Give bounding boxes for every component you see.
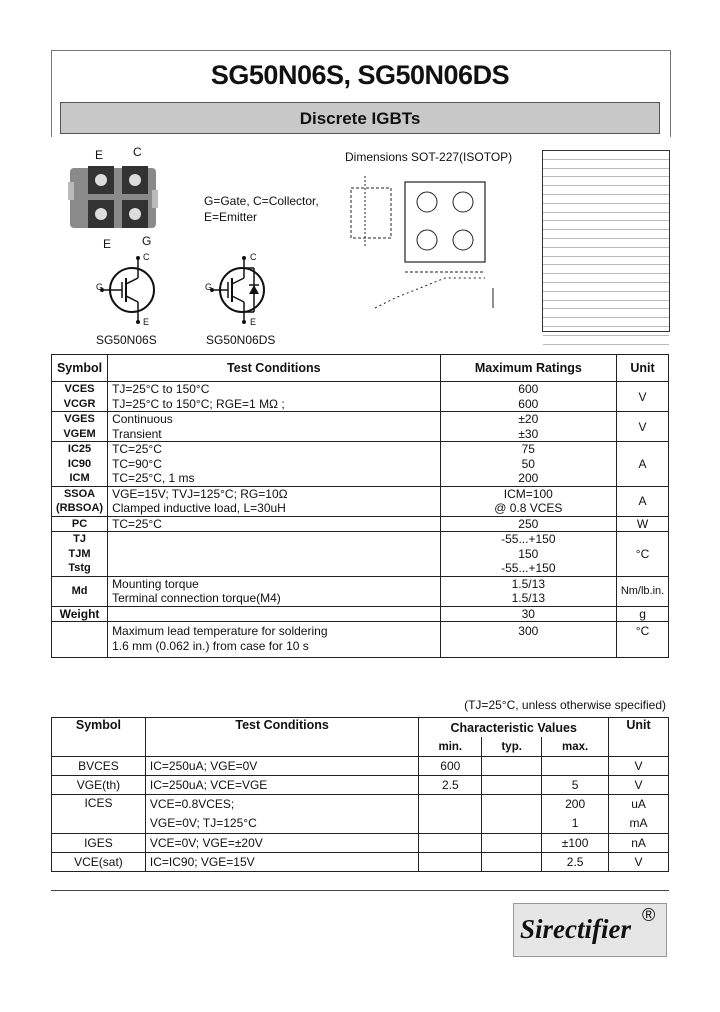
symbol: VGES [64, 413, 95, 425]
pin-label-g-bottom: G [142, 234, 152, 248]
table-row [52, 776, 669, 795]
min-value [419, 853, 482, 872]
unit: A [617, 442, 669, 487]
rating: -55...+150 [501, 532, 556, 546]
col-symbol: Symbol [52, 718, 146, 757]
rating: 600 [518, 396, 539, 411]
condition: IC=IC90; VGE=15V [145, 853, 418, 872]
table-row [52, 757, 669, 776]
rating: 200 [518, 471, 539, 485]
col-values: Characteristic Values [419, 718, 609, 738]
symbol: (RBSOA) [56, 502, 104, 514]
condition: Clamped inductive load, L=30uH [112, 501, 286, 515]
symbol: Weight [52, 606, 108, 622]
package-image [68, 162, 160, 234]
unit: V [617, 412, 669, 442]
section-banner: Discrete IGBTs [60, 102, 660, 134]
condition: VCE=0.8VCES; [149, 797, 235, 811]
max-value: 200 [565, 797, 586, 811]
pin-label-e-bottom: E [103, 237, 112, 251]
symbol: IC25 [67, 443, 92, 455]
typ-value [482, 853, 542, 872]
col-unit: Unit [609, 718, 669, 757]
symbol: VCE(sat) [52, 853, 146, 872]
condition: TJ=25°C to 150°C; RGE=1 MΩ ; [112, 396, 285, 411]
max-value: 2.5 [542, 853, 609, 872]
symbol: IC90 [67, 457, 92, 470]
max-value: ±100 [542, 834, 609, 853]
symbol: Tstg [68, 562, 91, 574]
symbol: VCGR [63, 397, 96, 410]
condition: Continuous [112, 412, 173, 426]
max-value: 1 [571, 816, 579, 830]
condition: TC=25°C, 1 ms [112, 471, 195, 485]
condition: IC=250uA; VGE=0V [145, 757, 418, 776]
typ-value [482, 834, 542, 853]
dimensions-label: Dimensions SOT-227(ISOTOP) [345, 150, 513, 164]
footer-divider [51, 890, 669, 891]
rating: ±30 [518, 426, 539, 441]
igbt-symbol-ds [208, 252, 278, 328]
symbol: VCES [64, 383, 95, 395]
symbol: SSOA [63, 487, 96, 500]
condition: 1.6 mm (0.062 in.) from case for 10 s [112, 638, 309, 653]
rating: 600 [518, 382, 539, 396]
unit: g [617, 606, 669, 622]
rating: ICM=100 [503, 486, 553, 501]
min-value [419, 795, 482, 834]
table-row [52, 382, 669, 412]
pin-label-c-top: C [133, 145, 142, 159]
table-row [52, 532, 669, 577]
max-value [542, 757, 609, 776]
table-row [52, 576, 669, 606]
typ-value [482, 757, 542, 776]
min-value [419, 834, 482, 853]
condition: Mounting torque [112, 576, 199, 591]
condition: TC=25°C [112, 442, 162, 456]
logo-text: Sirectifier [520, 914, 631, 944]
table-row [52, 442, 669, 487]
condition: TJ=25°C to 150°C [112, 382, 210, 396]
unit: V [617, 382, 669, 412]
rating: 250 [440, 516, 617, 532]
rating: 300 [440, 622, 617, 658]
sym1-c: C [143, 252, 150, 262]
sym1-g: G [96, 282, 104, 292]
table-row [52, 516, 669, 532]
rating: 75 [521, 442, 535, 456]
unit: V [609, 776, 669, 795]
table-row [52, 834, 669, 853]
symbol: Md [52, 576, 108, 606]
condition: Maximum lead temperature for soldering [112, 624, 328, 638]
table-row [52, 486, 669, 516]
unit: Nm/lb.in. [617, 576, 669, 606]
condition: VGE=15V; TVJ=125°C; RG=10Ω [112, 486, 288, 501]
symbol: PC [52, 516, 108, 532]
rating: ±20 [518, 412, 539, 426]
col-ratings: Maximum Ratings [440, 355, 617, 382]
legend-line-2: E=Emitter [204, 210, 258, 224]
registered-mark: ® [642, 905, 656, 925]
col-conditions: Test Conditions [145, 718, 418, 757]
sym2-caption: SG50N06DS [206, 333, 276, 347]
symbol: BVCES [52, 757, 146, 776]
col-max: max. [542, 737, 609, 757]
unit: W [617, 516, 669, 532]
typ-value [482, 795, 542, 834]
typ-value [482, 776, 542, 795]
condition: IC=250uA; VCE=VGE [145, 776, 418, 795]
unit: A [617, 486, 669, 516]
condition: Transient [112, 426, 162, 441]
symbol: TJ [73, 533, 86, 545]
table-row [52, 795, 669, 834]
rating: 30 [440, 606, 617, 622]
symbol: VGE(th) [52, 776, 146, 795]
unit: °C [617, 532, 669, 577]
max-value: 5 [542, 776, 609, 795]
rating: 1.5/13 [511, 576, 545, 591]
dimensions-table [542, 150, 670, 332]
table-row [52, 606, 669, 622]
table-row [52, 853, 669, 872]
condition: TC=90°C [112, 456, 162, 471]
unit: nA [609, 834, 669, 853]
condition: VCE=0V; VGE=±20V [145, 834, 418, 853]
page-title: SG50N06S, SG50N06DS [210, 60, 510, 90]
col-symbol: Symbol [52, 355, 108, 382]
rating: 150 [518, 546, 539, 561]
condition: TC=25°C [108, 516, 441, 532]
col-typ: typ. [482, 737, 542, 757]
unit: °C [617, 622, 669, 658]
legend-line-1: G=Gate, C=Collector, [204, 194, 319, 208]
sym2-g: G [205, 282, 213, 292]
max-ratings-table [51, 354, 669, 658]
col-unit: Unit [617, 355, 669, 382]
rating: @ 0.8 VCES [494, 501, 563, 515]
symbol: VGEM [63, 427, 96, 440]
condition: VGE=0V; TJ=125°C [149, 816, 257, 830]
unit: V [609, 853, 669, 872]
table-row [52, 622, 669, 658]
col-min: min. [419, 737, 482, 757]
conditions-note: (TJ=25°C, unless otherwise specified) [464, 698, 666, 712]
symbol: IGES [52, 834, 146, 853]
min-value: 2.5 [419, 776, 482, 795]
condition: Terminal connection torque(M4) [112, 591, 281, 605]
rating: 50 [521, 456, 535, 471]
rating: -55...+150 [501, 561, 556, 575]
pin-label-e-top: E [95, 148, 104, 162]
characteristics-table [51, 717, 669, 872]
sym1-caption: SG50N06S [96, 333, 157, 347]
unit: mA [629, 816, 648, 830]
unit: uA [631, 797, 646, 811]
col-conditions: Test Conditions [108, 355, 441, 382]
min-value: 600 [419, 757, 482, 776]
table-row [52, 412, 669, 442]
symbol: ICES [52, 795, 146, 834]
sym2-c: C [250, 252, 257, 262]
unit: V [609, 757, 669, 776]
sym2-e: E [250, 317, 257, 327]
sym1-e: E [143, 317, 150, 327]
symbol: TJM [68, 547, 91, 560]
igbt-symbol-s [98, 252, 168, 328]
rating: 1.5/13 [511, 591, 545, 605]
symbol: ICM [69, 472, 90, 484]
dimension-drawing [345, 168, 505, 318]
